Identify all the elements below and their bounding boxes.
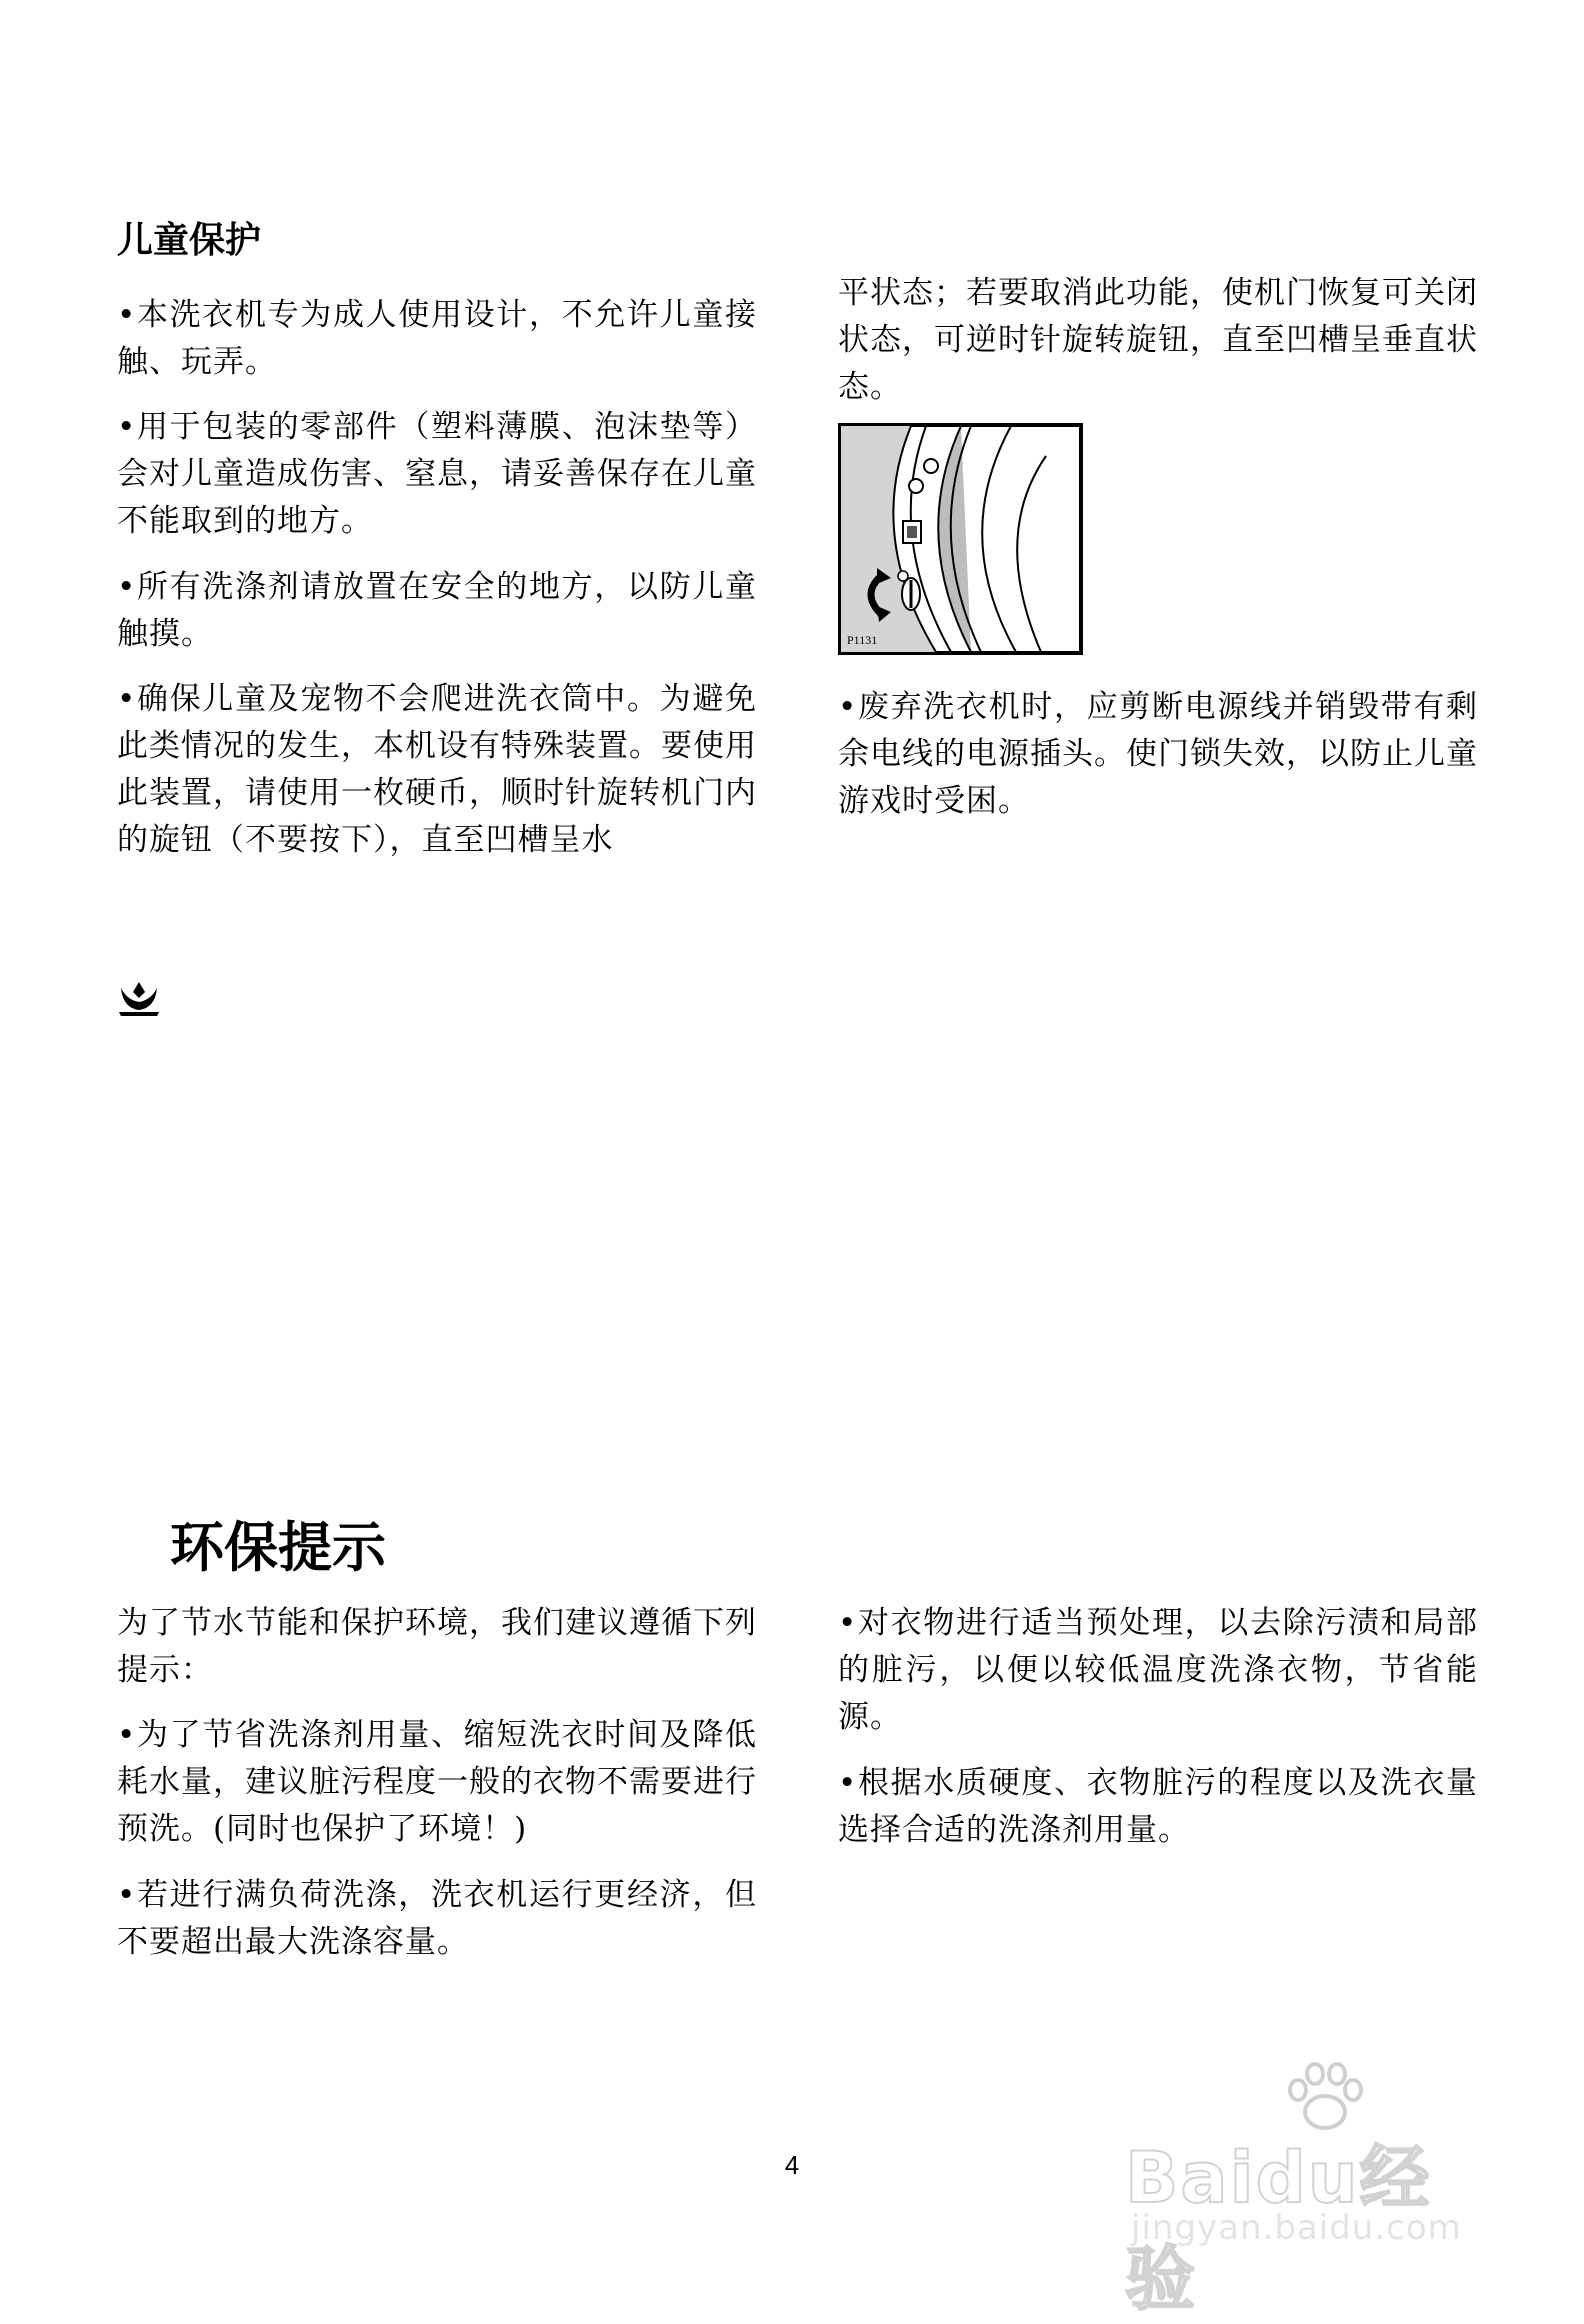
section-title-environment: 环保提示 (170, 1516, 386, 1579)
child-paragraph-5: •废弃洗衣机时，应剪断电源线并销毁带有剩余电线的电源插头。使门锁失效，以防止儿童游戏时受困。 (838, 689, 1478, 819)
child-paragraph-2: •用于包装的零部件（塑料薄膜、泡沫垫等）会对儿童造成伤害、窒息，请妥善保存在儿童不能取到的地方。 (117, 409, 757, 539)
eco-paragraph-3: •对衣物进行适当预处理，以去除污渍和局部的脏污，以便以较低温度洗涤衣物，节省能源。 (838, 1605, 1478, 1735)
watermark-url: jingyan.baidu.com (1131, 2208, 1462, 2248)
section-title-child-protection: 儿童保护 (117, 220, 262, 261)
watermark-brand: Baidu经验 (1125, 2137, 1432, 2320)
door-lock-illustration (838, 423, 1083, 655)
child-paragraph-4: •确保儿童及宠物不会爬进洗衣筒中。为避免此类情况的发生，本机设有特殊装置。要使用此装置，请使用一枚硬币，顺时针旋转机门内的旋钮（不要按下），直至凹槽呈水 (117, 681, 757, 858)
child-paragraph-4-continued: 平状态；若要取消此功能，使机门恢复可关闭状态，可逆时针旋转旋钮，直至凹槽呈垂直状态。 (838, 275, 1478, 405)
eco-paragraph-2: •若进行满负荷洗涤，洗衣机运行更经济，但不要超出最大洗涤容量。 (117, 1877, 757, 1960)
child-paragraph-1: •本洗衣机专为成人使用设计，不允许儿童接触、玩弄。 (117, 297, 757, 380)
figure-code-label: P1131 (847, 633, 878, 647)
child-paragraph-3: •所有洗涤剂请放置在安全的地方，以防儿童触摸。 (117, 569, 757, 652)
eco-paragraph-4: •根据水质硬度、衣物脏污的程度以及洗衣量选择合适的洗涤剂用量。 (838, 1765, 1478, 1848)
page-number: 4 (784, 2150, 800, 2180)
washing-machine-door-drawing (841, 426, 1080, 652)
eco-intro-paragraph: 为了节水节能和保护环境，我们建议遵循下列提示： (117, 1605, 757, 1688)
eco-paragraph-1: •为了节省洗涤剂用量、缩短洗衣时间及降低耗水量，建议脏污程度一般的衣物不需要进行预洗。(同时也保护了环境！) (117, 1717, 757, 1847)
flower-eco-icon (117, 978, 161, 1018)
baidu-jingyan-watermark (1125, 2060, 1495, 2320)
